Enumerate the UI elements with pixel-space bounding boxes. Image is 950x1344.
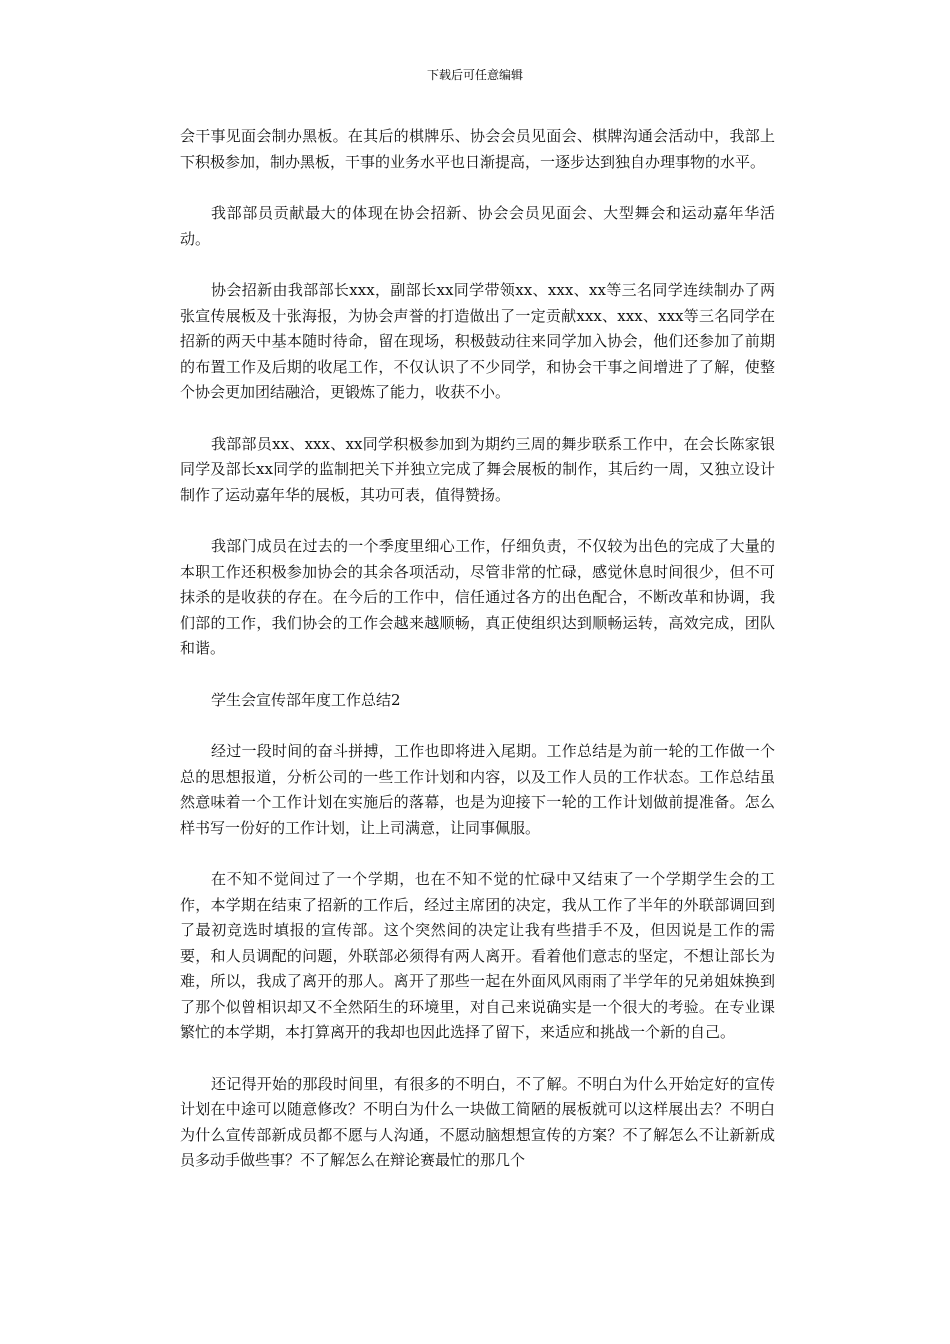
paragraph: 我部部员xx、xxx、xx同学积极参加到为期约三周的舞步联系工作中，在会长陈家银同学及部长xx同学的监制把关下并独立完成了舞会展板的制作，其后约一周，又独立设计制作了运动嘉年华的展板，其功可表，值得赞扬。 <box>180 434 775 504</box>
section-heading: 学生会宣传部年度工作总结2 <box>211 690 401 709</box>
paragraph: 经过一段时间的奋斗拼搏，工作也即将进入尾期。工作总结是为前一轮的工作做一个总的思想报道，分析公司的一些工作计划和内容，以及工作人员的工作状态。工作总结虽然意味着一个工作计划在实施后的落幕，也是为迎接下一轮的工作计划做前提准备。怎么样书写一份好的工作计划，让上司满意，让同事佩服。 <box>180 742 775 837</box>
paragraph: 在不知不觉间过了一个学期，也在不知不觉的忙碌中又结束了一个学期学生会的工作，本学期在结束了招新的工作后，经过主席团的决定，我从工作了半年的外联部调回到了最初竞选时填报的宣传部。这个突然间的决定让我有些措手不及，但因说是工作的需要，和人员调配的问题，外联部必须得有两人离开。看着他们意志的坚定，不想让部长为难，所以，我成了离开的那人。离开了那些一起在外面风风雨雨了半学年的兄弟姐妹换到了那个似曾相识却又不全然陌生的环境里，对自己来说确实是一个很大的考验。在专业课繁忙的本学期，本打算离开的我却也因此选择了留下，来适应和挑战一个新的自己。 <box>180 870 775 1041</box>
paragraph: 还记得开始的那段时间里，有很多的不明白，不了解。不明白为什么开始定好的宣传计划在中途可以随意修改？不明白为什么一块做工简陋的展板就可以这样展出去？不明白为什么宣传部新成员都不愿与人沟通，不愿动脑想想宣传的方案？不了解怎么不让新新成员多动手做些事？不了解怎么在辩论赛最忙的那几个 <box>180 1074 775 1169</box>
paragraph: 会干事见面会制办黑板。在其后的棋牌乐、协会会员见面会、棋牌沟通会活动中，我部上下积极参加，制办黑板，干事的业务水平也日渐提高，一逐步达到独自办理事物的水平。 <box>180 127 775 171</box>
page-header: 下载后可任意编辑 <box>426 68 523 82</box>
paragraph: 我部部员贡献最大的体现在协会招新、协会会员见面会、大型舞会和运动嘉年华活动。 <box>180 204 775 248</box>
document-body <box>180 124 775 1200</box>
paragraph: 我部门成员在过去的一个季度里细心工作，仔细负责，不仅较为出色的完成了大量的本职工作还积极参加协会的其余各项活动，尽管非常的忙碌，感觉休息时间很少，但不可抹杀的是收获的存在。在今后的工作中，信任通过各方的出色配合，不断改革和协调，我们部的工作，我们协会的工作会越来越顺畅，真正使组织达到顺畅运转，高效完成，团队和谐。 <box>180 537 775 657</box>
paragraph: 协会招新由我部部长xxx，副部长xx同学带领xx、xxx、xx等三名同学连续制办了两张宣传展板及十张海报，为协会声誉的打造做出了一定贡献xxx、xxx、xxx等三名同学在招新的两天中基本随时待命，留在现场，积极鼓动往来同学加入协会，他们还参加了前期的布置工作及后期的收尾工作，不仅认识了不少同学，和协会干事之间增进了了解，使整个协会更加团结融洽，更锻炼了能力，收获不小。 <box>180 281 775 401</box>
